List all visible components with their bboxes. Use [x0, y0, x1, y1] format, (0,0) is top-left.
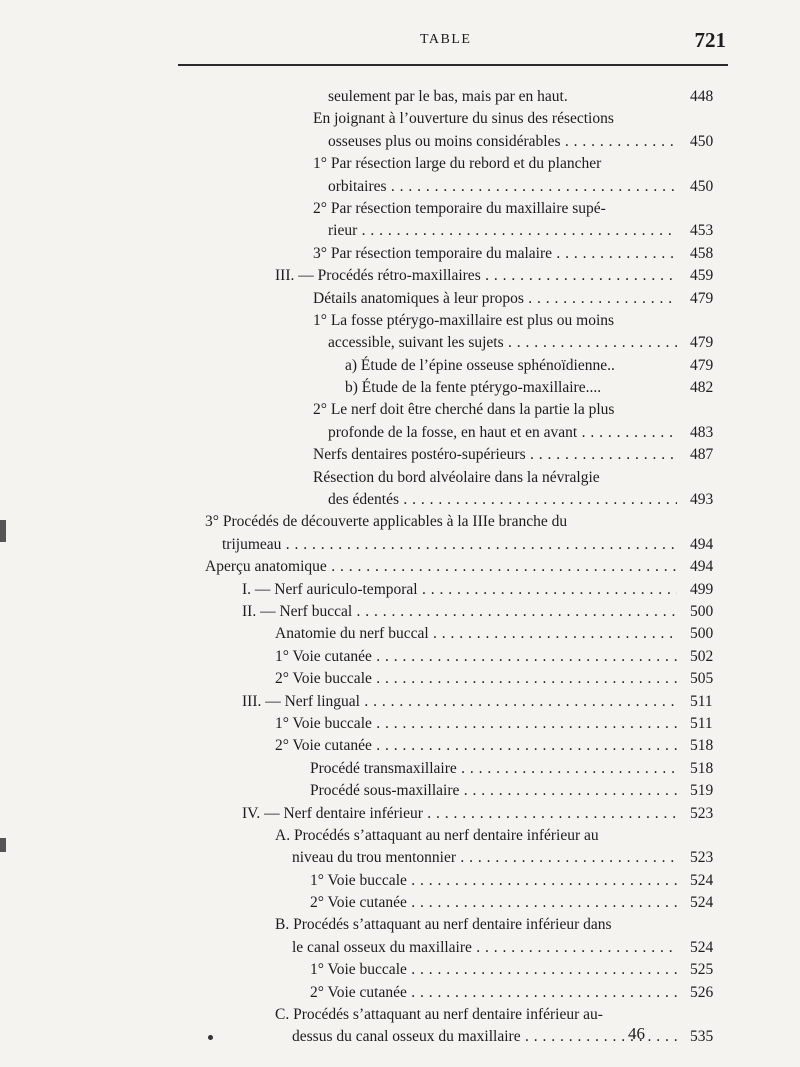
- toc-entry-text: En joignant à l’ouverture du sinus des résections: [313, 110, 614, 128]
- toc-entry: [0, 131, 800, 153]
- toc-entry: [0, 377, 800, 399]
- toc-entry: [0, 959, 800, 981]
- toc-entry-text: niveau du trou mentonnier . . .: [292, 847, 677, 869]
- toc-entry-page: 448: [690, 88, 714, 105]
- toc-entry: [0, 108, 800, 130]
- toc-entry-page: 499: [690, 580, 714, 598]
- toc-entry-page: 450: [690, 132, 714, 150]
- toc-entry-text: 2° Voie cutanée . . .: [310, 892, 677, 914]
- toc-entry-page: 459: [690, 267, 714, 285]
- toc-entry-page: 458: [690, 244, 714, 262]
- toc-entry-text: C. Procédés s’attaquant au nerf dentaire inférieur au-: [275, 1006, 603, 1024]
- toc-entry-page: 511: [690, 714, 713, 732]
- toc-entry-text: IV. — Nerf dentaire inférieur . . .: [242, 803, 677, 825]
- toc-entry-text: Anatomie du nerf buccal . . .: [275, 623, 677, 645]
- toc-entry-page: 524: [690, 871, 714, 889]
- toc-entry: [0, 735, 800, 757]
- toc-entry-text: A. Procédés s’attaquant au nerf dentaire inférieur au: [275, 826, 599, 844]
- toc-entry-text: 1° La fosse ptérygo-maxillaire est plus ou moins: [313, 311, 615, 329]
- toc-entry: [0, 601, 800, 623]
- toc-entry-text: I. — Nerf auriculo-temporal . . .: [242, 579, 677, 601]
- toc-entry-page: 479: [690, 334, 714, 352]
- toc-entry: [0, 713, 800, 735]
- toc-entry: [0, 534, 800, 556]
- toc-entry-text: 2° Voie buccale . . .: [275, 668, 677, 690]
- toc-entry-text: III. — Procédés rétro-maxillaires . . .: [275, 265, 677, 287]
- toc-entry: [0, 847, 800, 869]
- toc-entry: [0, 780, 800, 802]
- toc-entry: [0, 220, 800, 242]
- toc-entry-text: le canal osseux du maxillaire . . .: [292, 937, 677, 959]
- toc-entry-page: 450: [690, 177, 714, 195]
- page-number: 721: [694, 28, 726, 52]
- toc-entry: [0, 399, 800, 421]
- toc-entry: [0, 198, 800, 220]
- toc-entry: [0, 511, 800, 533]
- toc-entry-text: a) Étude de l’épine osseuse sphénoïdienne..: [345, 356, 615, 374]
- toc-entry-text: 2° Voie cutanée . . .: [275, 735, 677, 757]
- toc-entry-text: 1° Voie buccale . . .: [275, 713, 677, 735]
- toc-entry-page: 493: [690, 491, 714, 509]
- toc-entry-page: 487: [690, 446, 714, 464]
- toc-entry-text: osseuses plus ou moins considérables . . .: [328, 131, 677, 153]
- toc-entry-text: Aperçu anatomique . . .: [205, 556, 677, 578]
- toc-entry: [0, 579, 800, 601]
- toc-entry-page: 500: [690, 602, 714, 620]
- toc-entry-text: seulement par le bas, mais par en haut.: [328, 88, 568, 105]
- toc-entry-page: 479: [690, 356, 714, 374]
- toc-entry-text: orbitaires . . .: [328, 176, 677, 198]
- toc-entry-page: 453: [690, 222, 714, 240]
- toc-entry-text: Détails anatomiques à leur propos . . .: [313, 288, 677, 310]
- toc-entry: [0, 288, 800, 310]
- toc-entry-text: Procédé transmaxillaire . . .: [310, 758, 677, 780]
- toc-entry: [0, 825, 800, 847]
- toc-entry-text: rieur . . .: [328, 220, 677, 242]
- toc-entry-text: trijumeau . . .: [222, 534, 677, 556]
- toc-entry-text: Nerfs dentaires postéro-supérieurs . . .: [313, 444, 677, 466]
- toc-entry-text: 1° Voie buccale . . .: [310, 870, 677, 892]
- toc-entry-text: 3° Par résection temporaire du malaire . . .: [313, 243, 677, 265]
- toc-entry-page: 523: [690, 804, 714, 822]
- toc-entry: [0, 422, 800, 444]
- toc-entry: [0, 982, 800, 1004]
- running-head: [0, 28, 800, 52]
- toc-entry: [0, 803, 800, 825]
- toc-entry-page: 524: [690, 894, 714, 912]
- toc-entry: [0, 937, 800, 959]
- toc-entry: [0, 332, 800, 354]
- toc-entry: [0, 914, 800, 936]
- toc-entry: [0, 444, 800, 466]
- ink-dot: [208, 1035, 213, 1040]
- toc-entry-page: 482: [690, 379, 714, 397]
- toc-entry: [0, 176, 800, 198]
- edge-mark: [0, 838, 6, 852]
- toc-entry: [0, 1026, 800, 1048]
- toc-entry: [0, 153, 800, 175]
- toc-entry: [0, 758, 800, 780]
- toc-entry-text: 2° Voie cutanée . . .: [310, 982, 677, 1004]
- toc-entry-text: 2° Par résection temporaire du maxillaire supé-: [313, 199, 606, 217]
- toc-entry-text: 1° Voie cutanée . . .: [275, 646, 677, 668]
- toc-entry-page: 535: [690, 1028, 714, 1046]
- toc-entry-page: 511: [690, 692, 713, 710]
- toc-entry-page: 494: [690, 558, 714, 576]
- toc-entry-text: II. — Nerf buccal . . .: [242, 601, 677, 623]
- toc-entry: [0, 556, 800, 578]
- toc-entry-text: 1° Voie buccale . . .: [310, 959, 677, 981]
- edge-mark: [0, 520, 6, 542]
- toc-entry-page: 525: [690, 961, 714, 979]
- toc-entry-text: III. — Nerf lingual . . .: [242, 691, 677, 713]
- toc-entry: [0, 489, 800, 511]
- header-rule: [178, 64, 728, 66]
- signature-mark: 46: [628, 1024, 645, 1043]
- toc-entry: [0, 243, 800, 265]
- toc-entry-page: 524: [690, 938, 714, 956]
- toc-entry: [0, 265, 800, 287]
- toc-entry-text: B. Procédés s’attaquant au nerf dentaire inférieur dans: [275, 916, 612, 934]
- toc-entry-text: accessible, suivant les sujets . . .: [328, 332, 677, 354]
- toc-entry: [0, 355, 800, 377]
- toc-entry-page: 494: [690, 535, 714, 553]
- toc-entry: [0, 623, 800, 645]
- toc-entry-text: profonde de la fosse, en haut et en avant . . .: [328, 422, 677, 444]
- toc-entry: [0, 86, 800, 108]
- toc-entry-page: 518: [690, 759, 714, 777]
- toc-entry: [0, 646, 800, 668]
- toc-entry-page: 518: [690, 737, 714, 755]
- toc-entry-page: 483: [690, 423, 714, 441]
- toc-entry: [0, 467, 800, 489]
- toc-entry-text: Résection du bord alvéolaire dans la névralgie: [313, 468, 600, 486]
- toc-entry: [0, 870, 800, 892]
- toc-entry-text: b) Étude de la fente ptérygo-maxillaire....: [345, 379, 602, 397]
- toc-entry: [0, 1004, 800, 1026]
- toc-entry-page: 519: [690, 782, 714, 800]
- toc-entry-text: 3° Procédés de découverte applicables à la IIIe branche du: [205, 513, 568, 531]
- toc-entry-page: 502: [690, 647, 714, 665]
- toc-entry-page: 526: [690, 983, 714, 1001]
- toc-entry-text: 1° Par résection large du rebord et du plancher: [313, 155, 602, 173]
- toc-entry: [0, 310, 800, 332]
- toc-entry: [0, 691, 800, 713]
- running-title: TABLE: [420, 32, 472, 47]
- toc-entry: [0, 892, 800, 914]
- toc-entry-page: 479: [690, 289, 714, 307]
- toc-entry-text: Procédé sous-maxillaire . . .: [310, 780, 677, 802]
- toc-entry-page: 523: [690, 849, 714, 867]
- toc-entry-text: 2° Le nerf doit être cherché dans la partie la plus: [313, 401, 615, 419]
- toc-entry-text: des édentés . . .: [328, 489, 677, 511]
- toc-entry: [0, 668, 800, 690]
- table-of-contents: [0, 86, 800, 1049]
- toc-entry-page: 500: [690, 625, 714, 643]
- toc-entry-page: 505: [690, 670, 714, 688]
- toc-entry-text: dessus du canal osseux du maxillaire . . .: [292, 1026, 677, 1048]
